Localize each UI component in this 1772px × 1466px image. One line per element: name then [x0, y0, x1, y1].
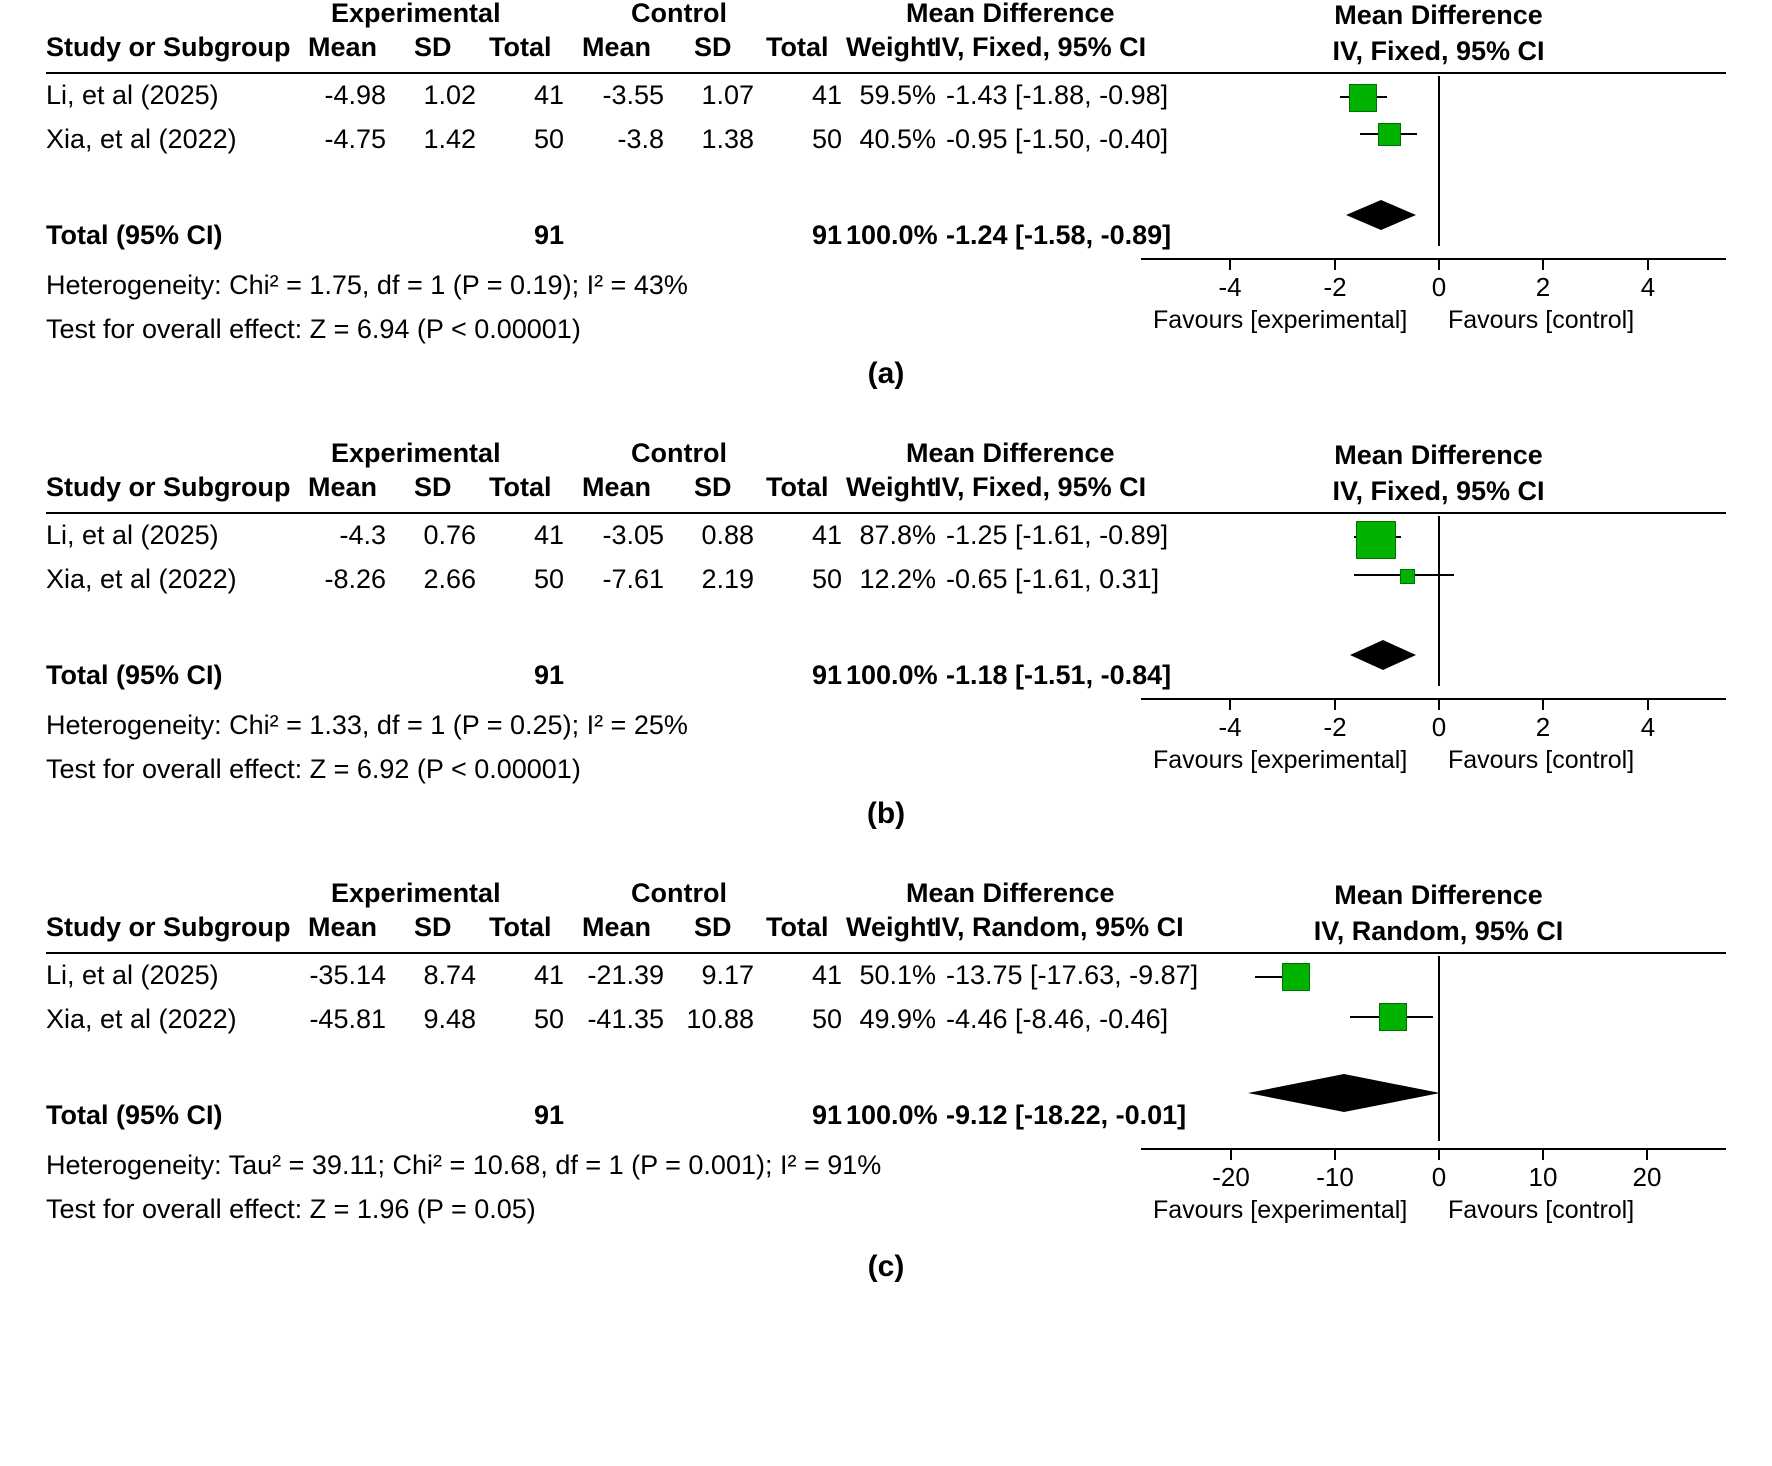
panel-letter: (c): [867, 1250, 905, 1283]
table-group-header-row: [46, 0, 1151, 34]
null-effect-line: [1438, 76, 1440, 246]
column-effect-model: IV, Random, 95% CI: [934, 912, 1184, 942]
row-ctl-sd: 1.07: [701, 80, 754, 110]
x-tick: [1542, 258, 1544, 270]
plot-title: Mean Difference: [1334, 880, 1543, 910]
favours-experimental-label: Favours [experimental]: [1153, 306, 1408, 334]
total-weight: 100.0%: [846, 1100, 938, 1130]
x-tick-label: 0: [1431, 272, 1447, 302]
column-ctl-mean: Mean: [582, 472, 652, 502]
total-ctl: 91: [811, 220, 842, 250]
x-tick: [1438, 1148, 1440, 1160]
x-tick: [1542, 698, 1544, 710]
x-tick-label: -2: [1323, 272, 1347, 302]
row-ctl-total: 41: [811, 520, 842, 550]
x-tick-label: 0: [1431, 1162, 1447, 1192]
total-exp: 91: [533, 220, 564, 250]
x-axis: [1141, 1148, 1726, 1150]
x-tick: [1438, 698, 1440, 710]
row-exp-total: 50: [533, 564, 564, 594]
total-weight: 100.0%: [846, 220, 938, 250]
total-row: [46, 1100, 1187, 1146]
row-effect-ci: -4.46 [-8.46, -0.46]: [946, 1004, 1169, 1034]
x-tick: [1334, 698, 1336, 710]
favours-experimental-label: Favours [experimental]: [1153, 1196, 1408, 1224]
x-tick: [1542, 1148, 1544, 1160]
row-exp-mean: -4.75: [324, 124, 386, 154]
study-effect-box: [1400, 569, 1415, 584]
plot-model-subtitle: IV, Random, 95% CI: [1313, 916, 1564, 946]
plot-model-subtitle: IV, Fixed, 95% CI: [1332, 36, 1545, 66]
column-ctl-sd: SD: [694, 912, 732, 942]
column-ctl-total: Total: [766, 912, 829, 942]
study-effect-box: [1379, 1003, 1407, 1031]
header-mean-difference: Mean Difference: [906, 878, 1115, 908]
column-study: Study or Subgroup: [46, 32, 291, 62]
meta-table-c: [46, 878, 1199, 1224]
favours-control-label: Favours [control]: [1448, 1196, 1635, 1224]
favours-control-label: Favours [control]: [1448, 306, 1635, 334]
study-effect-box: [1349, 84, 1377, 112]
row-weight: 59.5%: [859, 80, 936, 110]
header-mean-difference: Mean Difference: [906, 0, 1115, 28]
column-weight: Weight: [846, 912, 936, 942]
table-row: [46, 1004, 1169, 1050]
row-study-label: Li, et al (2025): [46, 960, 219, 990]
row-exp-total: 41: [533, 80, 564, 110]
column-exp-total: Total: [489, 472, 552, 502]
heterogeneity-text: Heterogeneity: Chi² = 1.75, df = 1 (P = 0.19); I² = 43%: [46, 270, 688, 300]
total-ctl: 91: [811, 1100, 842, 1130]
table-group-header-row: [46, 440, 1151, 474]
row-ctl-sd: 2.19: [701, 564, 754, 594]
row-effect-ci: -0.95 [-1.50, -0.40]: [946, 124, 1169, 154]
row-study-label: Xia, et al (2022): [46, 124, 237, 154]
study-effect-box: [1356, 521, 1396, 559]
row-weight: 49.9%: [859, 1004, 936, 1034]
x-tick: [1229, 258, 1231, 270]
plot-title: Mean Difference: [1334, 440, 1543, 470]
x-tick-label: 2: [1535, 712, 1551, 742]
row-ctl-mean: -21.39: [587, 960, 664, 990]
favours-experimental-label: Favours [experimental]: [1153, 746, 1408, 774]
row-weight: 50.1%: [859, 960, 936, 990]
meta-table-a: [46, 0, 1172, 344]
total-label: Total (95% CI): [46, 220, 223, 250]
row-exp-sd: 8.74: [423, 960, 476, 990]
total-effect-ci: -1.18 [-1.51, -0.84]: [946, 660, 1172, 690]
heterogeneity-text: Heterogeneity: Chi² = 1.33, df = 1 (P = 0.25); I² = 25%: [46, 710, 688, 740]
x-tick: [1647, 698, 1649, 710]
row-ctl-sd: 1.38: [701, 124, 754, 154]
column-exp-sd: SD: [414, 32, 452, 62]
total-exp: 91: [533, 1100, 564, 1130]
forest-plot-panel-b: [0, 440, 1772, 870]
row-exp-sd: 1.02: [423, 80, 476, 110]
table-column-header-row: [46, 474, 1151, 514]
column-ctl-sd: SD: [694, 472, 732, 502]
column-exp-mean: Mean: [308, 472, 378, 502]
table-row: [46, 80, 1169, 126]
table-group-header-row: [46, 880, 1151, 914]
x-tick-label: 0: [1431, 712, 1447, 742]
total-row: [46, 660, 1172, 706]
header-control: Control: [631, 0, 727, 28]
overall-effect-line: [46, 316, 1151, 358]
row-exp-mean: -4.3: [339, 520, 386, 550]
x-tick: [1438, 258, 1440, 270]
column-exp-sd: SD: [414, 912, 452, 942]
null-effect-line: [1438, 516, 1440, 686]
row-ctl-sd: 0.88: [701, 520, 754, 550]
x-tick-label: 20: [1632, 1162, 1662, 1192]
x-tick-label: 4: [1640, 272, 1656, 302]
row-ctl-mean: -3.05: [602, 520, 664, 550]
row-weight: 40.5%: [859, 124, 936, 154]
row-ctl-total: 50: [811, 124, 842, 154]
table-row: [46, 960, 1199, 1006]
x-tick-label: 2: [1535, 272, 1551, 302]
heterogeneity-line: [46, 712, 1151, 754]
row-study-label: Xia, et al (2022): [46, 564, 237, 594]
meta-table-b: [46, 438, 1172, 784]
table-row: [46, 124, 1169, 170]
x-tick-label: -10: [1316, 1162, 1354, 1192]
header-experimental: Experimental: [331, 438, 501, 468]
total-diamond: [1350, 636, 1416, 674]
total-effect-ci: -9.12 [-18.22, -0.01]: [946, 1100, 1187, 1130]
column-exp-total: Total: [489, 912, 552, 942]
column-weight: Weight: [846, 472, 936, 502]
panel-letter: (b): [866, 797, 906, 830]
total-label: Total (95% CI): [46, 1100, 223, 1130]
x-tick: [1230, 1148, 1232, 1160]
table-column-header-row: [46, 912, 1184, 954]
row-ctl-total: 50: [811, 1004, 842, 1034]
row-exp-sd: 2.66: [423, 564, 476, 594]
row-ctl-mean: -3.55: [602, 80, 664, 110]
row-effect-ci: -0.65 [-1.61, 0.31]: [946, 564, 1160, 594]
header-control: Control: [631, 878, 727, 908]
table-row: [46, 520, 1169, 566]
header-control: Control: [631, 438, 727, 468]
total-ctl: 91: [811, 660, 842, 690]
row-ctl-mean: -3.8: [617, 124, 664, 154]
row-exp-total: 50: [533, 1004, 564, 1034]
row-exp-mean: -4.98: [324, 80, 386, 110]
total-weight: 100.0%: [846, 660, 938, 690]
x-tick: [1334, 258, 1336, 270]
heterogeneity-line: [46, 1152, 1151, 1194]
total-diamond: [1346, 196, 1416, 234]
study-effect-box: [1282, 963, 1310, 991]
total-effect-ci: -1.24 [-1.58, -0.89]: [946, 220, 1172, 250]
plot-model-subtitle: IV, Fixed, 95% CI: [1332, 476, 1545, 506]
column-study: Study or Subgroup: [46, 912, 291, 942]
column-exp-total: Total: [489, 32, 552, 62]
row-study-label: Li, et al (2025): [46, 520, 219, 550]
x-tick-label: 4: [1640, 712, 1656, 742]
plot-header-divider: [46, 952, 1726, 954]
row-ctl-total: 41: [811, 960, 842, 990]
column-weight: Weight: [846, 32, 936, 62]
row-exp-mean: -8.26: [324, 564, 386, 594]
column-ctl-mean: Mean: [582, 32, 652, 62]
overall-effect-line: [46, 1196, 1151, 1238]
column-ctl-total: Total: [766, 32, 829, 62]
x-tick: [1647, 258, 1649, 270]
row-ctl-total: 50: [811, 564, 842, 594]
table-row: [46, 564, 1160, 610]
row-exp-sd: 9.48: [423, 1004, 476, 1034]
total-row: [46, 220, 1172, 266]
header-mean-difference: Mean Difference: [906, 438, 1115, 468]
row-exp-sd: 1.42: [423, 124, 476, 154]
plot-header-divider: [46, 72, 1726, 74]
forest-plot-panel-c: [0, 880, 1772, 1320]
forest-plot-panel-a: [0, 0, 1772, 430]
x-tick-label: 10: [1528, 1162, 1558, 1192]
x-tick: [1229, 698, 1231, 710]
row-exp-mean: -45.81: [309, 1004, 386, 1034]
row-study-label: Li, et al (2025): [46, 80, 219, 110]
header-experimental: Experimental: [331, 878, 501, 908]
overall-effect-line: [46, 756, 1151, 798]
column-ctl-mean: Mean: [582, 912, 652, 942]
plot-title: Mean Difference: [1334, 0, 1543, 30]
row-ctl-mean: -7.61: [602, 564, 664, 594]
column-effect-model: IV, Fixed, 95% CI: [934, 472, 1147, 502]
column-exp-mean: Mean: [308, 32, 378, 62]
row-ctl-mean: -41.35: [587, 1004, 664, 1034]
row-ctl-sd: 9.17: [701, 960, 754, 990]
row-exp-sd: 0.76: [423, 520, 476, 550]
total-label: Total (95% CI): [46, 660, 223, 690]
column-exp-mean: Mean: [308, 912, 378, 942]
column-exp-sd: SD: [414, 472, 452, 502]
x-tick-label: -2: [1323, 712, 1347, 742]
row-exp-mean: -35.14: [309, 960, 386, 990]
header-experimental: Experimental: [331, 0, 501, 28]
row-study-label: Xia, et al (2022): [46, 1004, 237, 1034]
row-exp-total: 41: [533, 960, 564, 990]
row-ctl-total: 41: [811, 80, 842, 110]
row-weight: 87.8%: [859, 520, 936, 550]
row-effect-ci: -1.25 [-1.61, -0.89]: [946, 520, 1169, 550]
total-exp: 91: [533, 660, 564, 690]
row-weight: 12.2%: [859, 564, 936, 594]
heterogeneity-line: [46, 272, 1151, 314]
column-effect-model: IV, Fixed, 95% CI: [934, 32, 1147, 62]
overall-effect-text: Test for overall effect: Z = 6.92 (P < 0.00001): [46, 754, 581, 784]
row-exp-total: 50: [533, 124, 564, 154]
overall-effect-text: Test for overall effect: Z = 6.94 (P < 0.00001): [46, 314, 581, 344]
plot-header-divider: [46, 512, 1726, 514]
row-effect-ci: -1.43 [-1.88, -0.98]: [946, 80, 1169, 110]
table-column-header-row: [46, 34, 1151, 74]
heterogeneity-text: Heterogeneity: Tau² = 39.11; Chi² = 10.68, df = 1 (P = 0.001); I² = 91%: [46, 1150, 882, 1180]
column-study: Study or Subgroup: [46, 472, 291, 502]
overall-effect-text: Test for overall effect: Z = 1.96 (P = 0.05): [46, 1194, 536, 1224]
favours-control-label: Favours [control]: [1448, 746, 1635, 774]
x-tick-label: -4: [1218, 272, 1242, 302]
study-effect-box: [1378, 123, 1401, 146]
x-tick-label: -20: [1212, 1162, 1250, 1192]
row-exp-total: 41: [533, 520, 564, 550]
row-ctl-sd: 10.88: [686, 1004, 754, 1034]
column-ctl-sd: SD: [694, 32, 732, 62]
x-tick-label: -4: [1218, 712, 1242, 742]
row-effect-ci: -13.75 [-17.63, -9.87]: [946, 960, 1199, 990]
total-diamond: [1248, 1070, 1440, 1116]
panel-letter: (a): [867, 357, 905, 390]
x-tick: [1646, 1148, 1648, 1160]
x-tick: [1334, 1148, 1336, 1160]
column-ctl-total: Total: [766, 472, 829, 502]
